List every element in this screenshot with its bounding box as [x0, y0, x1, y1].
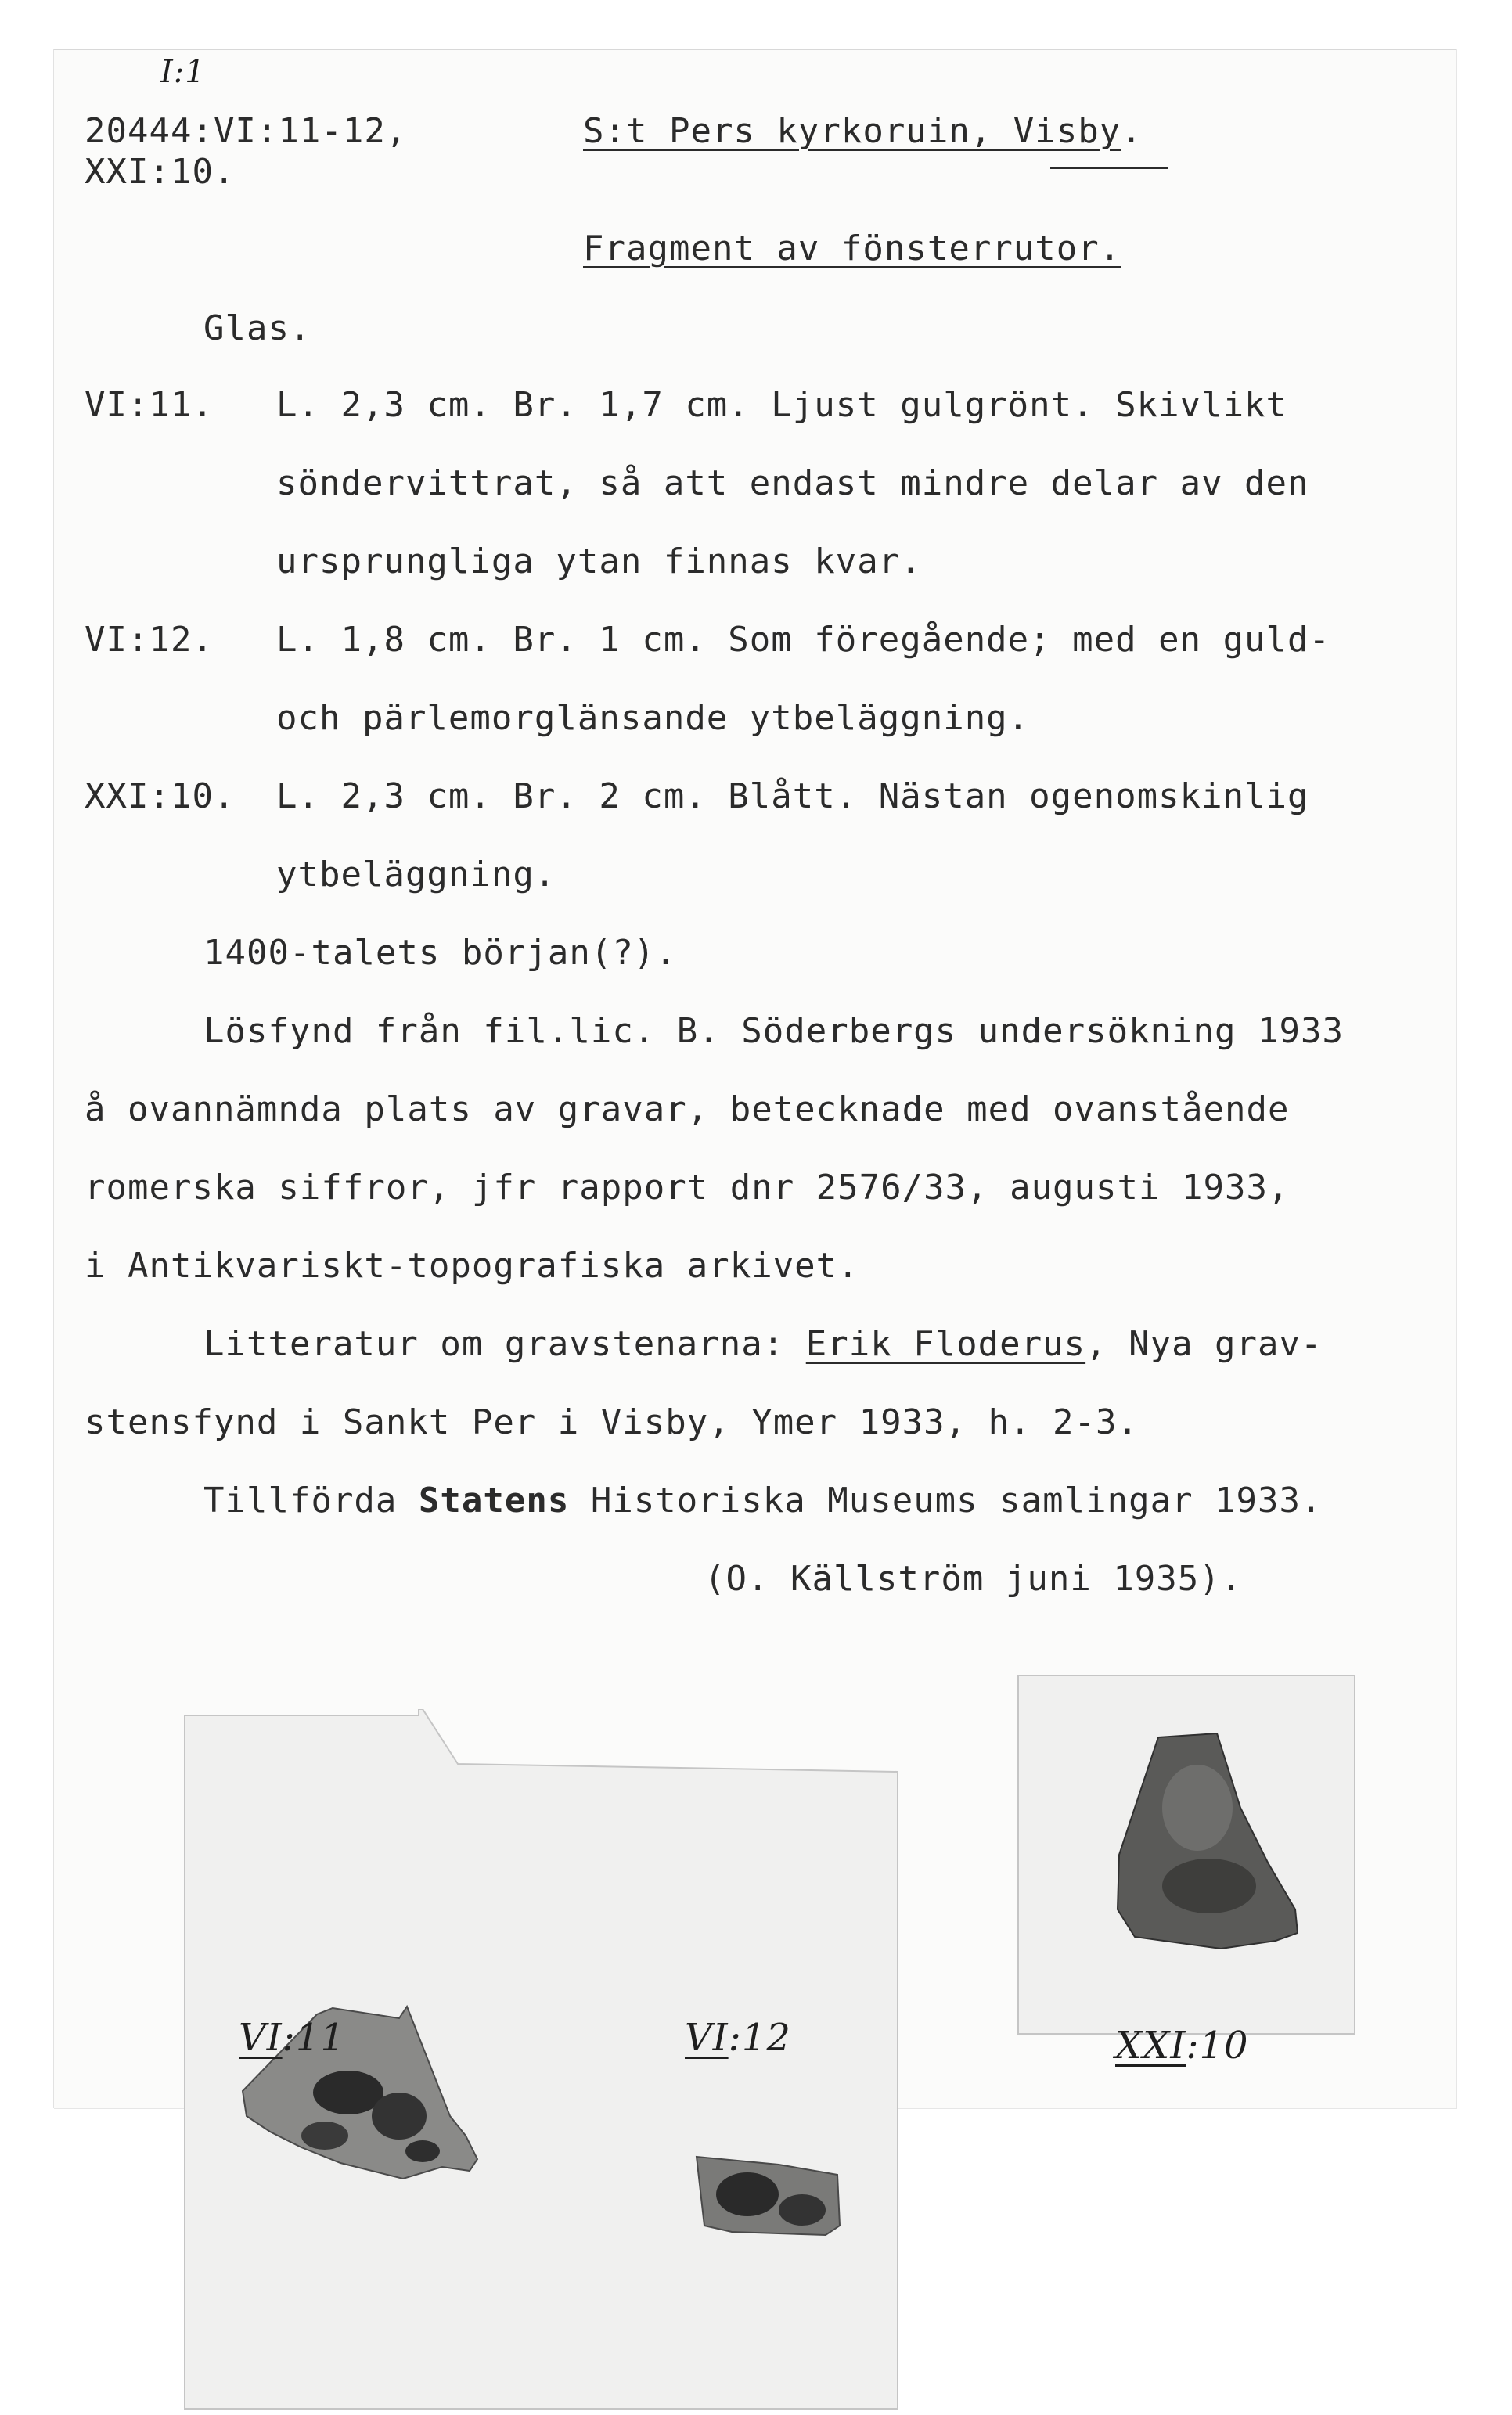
- entry-line: L. 2,3 cm. Br. 2 cm. Blått. Nästan ogenomskinlig: [276, 776, 1309, 816]
- photo-label-vi-12: [685, 2016, 791, 2060]
- literature-suffix: , Nya grav-: [1085, 1324, 1323, 1364]
- literature-line-2: stensfynd i Sankt Per i Visby, Ymer 1933, h. 2-3.: [85, 1402, 1139, 1442]
- entry-line: ursprungliga ytan finnas kvar.: [276, 542, 922, 581]
- photo-label-roman: VI: [685, 2016, 729, 2060]
- entry-line: L. 2,3 cm. Br. 1,7 cm. Ljust gulgrönt. Skivlikt: [276, 385, 1288, 425]
- inventory-number-cont: XXI:10.: [85, 152, 236, 192]
- fragment-vi-11-patch: [313, 2071, 383, 2114]
- literature-author: Erik Floderus: [805, 1324, 1086, 1364]
- find-line: Lösfynd från fil.lic. B. Söderbergs undersökning 1933: [203, 1011, 1344, 1051]
- literature-prefix: Litteratur om gravstenarna:: [203, 1324, 806, 1364]
- entry-id: VI:11.: [85, 385, 214, 425]
- photo-label-roman: XXI: [1115, 2024, 1186, 2068]
- site-double-underline: [1050, 167, 1168, 169]
- fragment-vi-11-patch: [405, 2140, 440, 2162]
- entry-line: och pärlemorglänsande ytbeläggning.: [276, 698, 1030, 738]
- photo-label-num: :10: [1186, 2024, 1249, 2068]
- photo-label-roman: VI: [239, 2016, 283, 2060]
- fragment-vi-12-patch: [716, 2172, 779, 2216]
- inventory-number: 20444:VI:11-12,: [85, 111, 408, 151]
- corner-mark: I:1: [160, 54, 206, 90]
- photo-label-num: :12: [728, 2016, 791, 2060]
- entry-id: XXI:10.: [85, 776, 236, 816]
- collection-suffix: Historiska Museums samlingar 1933.: [569, 1481, 1323, 1521]
- collection-line: [203, 1481, 1323, 1521]
- site-title: [583, 111, 1143, 151]
- site-end: .: [1121, 111, 1143, 151]
- fragment-xxi-10-shade: [1162, 1859, 1256, 1913]
- subject-title: Fragment av fönsterrutor.: [583, 229, 1121, 268]
- entry-id: VI:12.: [85, 620, 214, 660]
- fragment-vi-11-patch: [372, 2093, 427, 2140]
- site-name: S:t Pers kyrkoruin, Visby: [583, 111, 1121, 151]
- photo-label-num: :11: [282, 2016, 345, 2060]
- entry-line: L. 1,8 cm. Br. 1 cm. Som föregående; med en guld-: [276, 620, 1331, 660]
- collection-bold: Statens: [418, 1481, 570, 1521]
- entry-line: ytbeläggning.: [276, 855, 556, 894]
- find-line: i Antikvariskt-topografiska arkivet.: [85, 1246, 859, 1286]
- photo-label-vi-11: [239, 2016, 345, 2060]
- literature-line: [203, 1324, 1323, 1364]
- dating: 1400-talets början(?).: [203, 933, 677, 973]
- fragment-vi-12-patch: [779, 2194, 826, 2226]
- signature: (O. Källström juni 1935).: [704, 1559, 1243, 1599]
- photo-label-xxi-10: [1115, 2024, 1249, 2068]
- material: Glas.: [203, 308, 311, 348]
- fragment-xxi-10-shade: [1162, 1765, 1233, 1851]
- fragment-vi-11-patch: [301, 2122, 348, 2150]
- photo-vi-11-12: [184, 1709, 898, 2415]
- find-line: romerska siffror, jfr rapport dnr 2576/33, augusti 1933,: [85, 1168, 1290, 1208]
- photo-xxi-10: [1017, 1675, 1355, 2035]
- entry-line: söndervittrat, så att endast mindre delar av den: [276, 463, 1309, 503]
- collection-prefix: Tillförda: [203, 1481, 419, 1521]
- find-line: å ovannämnda plats av gravar, betecknade med ovanstående: [85, 1089, 1290, 1129]
